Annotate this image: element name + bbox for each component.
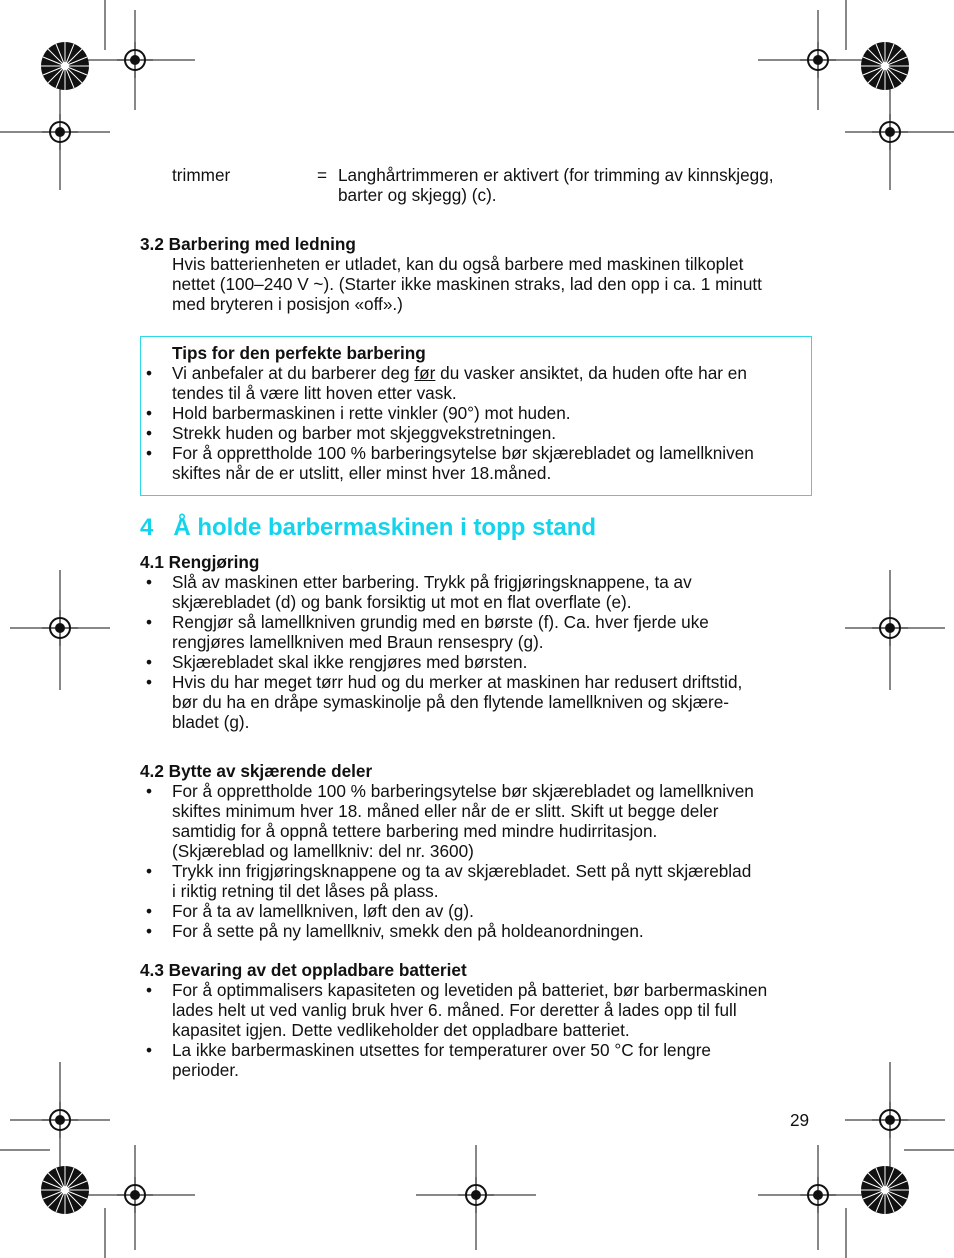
s41-b1-line-2: skjærebladet (d) og bank forsiktig ut mot en flat overflate (e). [172, 592, 632, 612]
bullet: • [146, 612, 153, 632]
trimmer-equals: = [317, 165, 328, 185]
s42-b4: For å sette på ny lamellkniv, smekk den på holdeanordningen. [172, 921, 644, 941]
s41-b4-line-1: Hvis du har meget tørr hud og du merker at maskinen har redusert driftstid, [172, 672, 743, 692]
section-3-2-line-3: med bryteren i posisjon «off».) [172, 294, 403, 314]
s41-b4-line-3: bladet (g). [172, 712, 250, 732]
s42-b2-line-2: i riktig retning til det låses på plass. [172, 881, 439, 901]
tips-bullet-2: Hold barbermaskinen i rette vinkler (90°) mot huden. [172, 403, 571, 423]
bullet: • [146, 1040, 153, 1060]
trimmer-desc-line-2: barter og skjegg) (c). [338, 185, 497, 205]
s42-b1-line-4: (Skjæreblad og lamellkniv: del nr. 3600) [172, 841, 474, 861]
bullet: • [146, 403, 153, 423]
tips-bullet-4-line-1: For å opprettholde 100 % barberingsytelse bør skjærebladet og lamellkniven [172, 443, 754, 463]
s43-b2-line-2: perioder. [172, 1060, 239, 1080]
bullet: • [146, 980, 153, 1000]
section-3-2-line-1: Hvis batterienheten er utladet, kan du også barbere med maskinen tilkoplet [172, 254, 744, 274]
section-3-2-heading: 3.2 Barbering med ledning [140, 234, 356, 254]
s42-b3: For å ta av lamellkniven, løft den av (g). [172, 901, 474, 921]
s41-b2-line-1: Rengjør så lamellkniven grundig med en børste (f). Ca. hver fjerde uke [172, 612, 709, 632]
s41-b4-line-2: bør du ha en dråpe symaskinolje på den flytende lamellkniven og skjære- [172, 692, 729, 712]
tips-bullet-1-line-1: Vi anbefaler at du barberer deg før du vasker ansiktet, da huden ofte har en [172, 363, 747, 383]
tips-bullet-1-line-2: tendes til å være litt hoven etter vask. [172, 383, 457, 403]
bullet: • [146, 423, 153, 443]
trimmer-desc-line-1: Langhårtrimmeren er aktivert (for trimming av kinnskjegg, [338, 165, 774, 185]
bullet: • [146, 861, 153, 881]
s41-b1-line-1: Slå av maskinen etter barbering. Trykk på frigjøringsknappene, ta av [172, 572, 692, 592]
bullet: • [146, 672, 153, 692]
bullet: • [146, 443, 153, 463]
section-4-heading: 4 Å holde barbermaskinen i topp stand [140, 514, 597, 541]
s42-b2-line-1: Trykk inn frigjøringsknappene og ta av skjærebladet. Sett på nytt skjæreblad [172, 861, 752, 881]
section-3-2-line-2: nettet (100–240 V ~). (Starter ikke maskinen straks, lad den opp i ca. 1 minutt [172, 274, 762, 294]
s42-b1-line-3: samtidig for å oppnå tettere barbering med mindre hudirritasjon. [172, 821, 658, 841]
s42-b1-line-2: skiftes minimum hver 18. måned eller når de er slitt. Skift ut begge deler [172, 801, 719, 821]
bullet: • [146, 572, 153, 592]
bullet: • [146, 901, 153, 921]
tips-heading: Tips for den perfekte barbering [172, 343, 426, 363]
tips-bullet-4-line-2: skiftes når de er utslitt, eller minst hver 18.måned. [172, 463, 552, 483]
s43-b2-line-1: La ikke barbermaskinen utsettes for temperaturer over 50 °C for lengre [172, 1040, 711, 1060]
tips-bullet-3: Strekk huden og barber mot skjeggvekstretningen. [172, 423, 557, 443]
page-number: 29 [790, 1110, 810, 1130]
s42-b1-line-1: For å opprettholde 100 % barberingsytelse bør skjærebladet og lamellkniven [172, 781, 754, 801]
bullet: • [146, 363, 153, 383]
emphasis-underline: før [414, 363, 436, 383]
section-4-2-heading: 4.2 Bytte av skjærende deler [140, 761, 373, 781]
bullet: • [146, 781, 153, 801]
s41-b3: Skjærebladet skal ikke rengjøres med børsten. [172, 652, 528, 672]
s43-b1-line-3: kapasitet igjen. Dette vedlikeholder det oppladbare batteriet. [172, 1020, 630, 1040]
section-4-3-heading: 4.3 Bevaring av det oppladbare batteriet [140, 960, 467, 980]
trimmer-term: trimmer [172, 165, 231, 185]
s41-b2-line-2: rengjøres lamellkniven med Braun rensespry (g). [172, 632, 544, 652]
bullet: • [146, 921, 153, 941]
section-4-1-heading: 4.1 Rengjøring [140, 552, 260, 572]
s43-b1-line-2: lades helt ut ved vanlig bruk hver 6. måned. For deretter å lades opp til full [172, 1000, 737, 1020]
bullet: • [146, 652, 153, 672]
s43-b1-line-1: For å optimmalisers kapasiteten og levetiden på batteriet, bør barbermaskinen [172, 980, 768, 1000]
